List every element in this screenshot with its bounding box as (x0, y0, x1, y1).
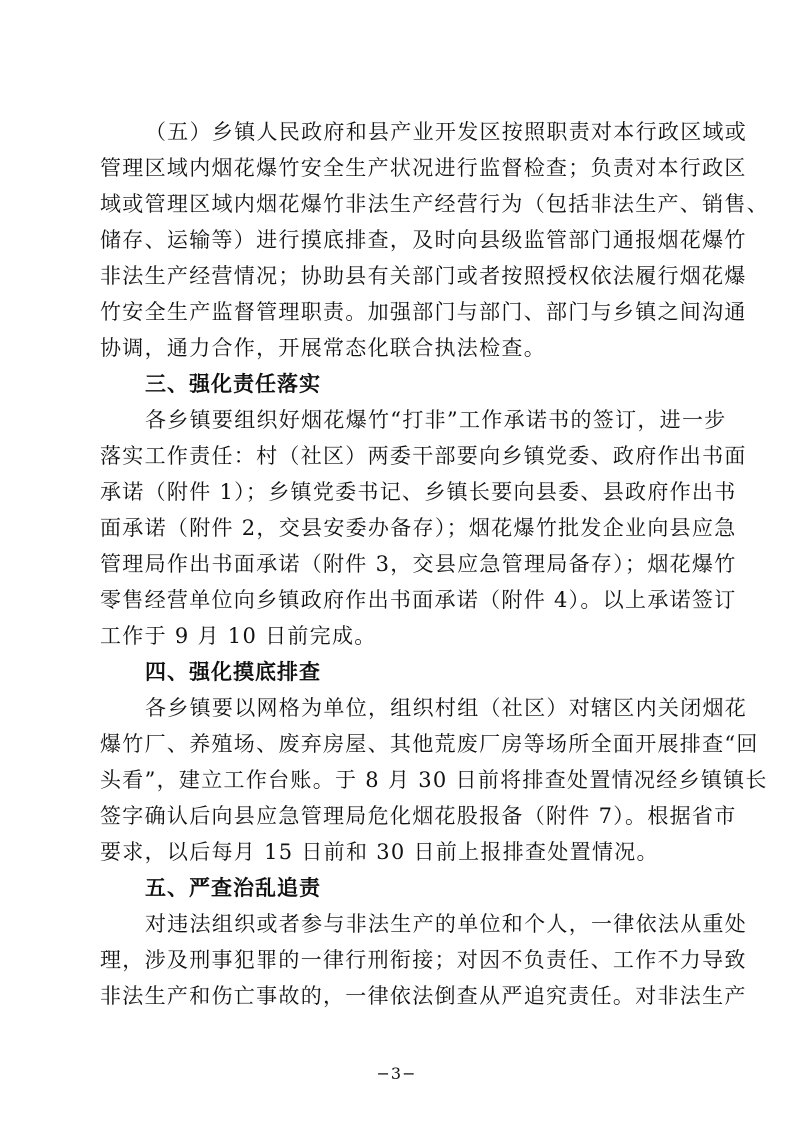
paragraph-line: 零售经营单位向乡镇政府作出书面承诺（附件 4）。以上承诺签订 (100, 588, 737, 612)
paragraph-line: 工作于 9 月 10 日前完成。 (100, 624, 377, 648)
paragraph-line: 储存、运输等）进行摸底排查，及时向县级监管部门通报烟花爆竹 (100, 228, 747, 252)
paragraph-line: 落实工作责任：村（社区）两委干部要向乡镇党委、政府作出书面 (100, 444, 747, 468)
section-heading-four: 四、强化摸底排查 (145, 660, 321, 684)
section-heading-three: 三、强化责任落实 (145, 372, 321, 396)
paragraph-line: 爆竹厂、养殖场、废弃房屋、其他荒废厂房等场所全面开展排查“回 (100, 732, 759, 756)
paragraph-line: 管理局作出书面承诺（附件 3，交县应急管理局备存）；烟花爆竹 (100, 552, 737, 576)
section-heading-five: 五、严查治乱追责 (145, 876, 321, 900)
paragraph-line: 对违法组织或者参与非法生产的单位和个人，一律依法从重处 (145, 912, 748, 936)
paragraph-line: 头看”，建立工作台账。于 8 月 30 日前将排查处置情况经乡镇镇长 (100, 768, 768, 792)
paragraph-line: 签字确认后向县应急管理局危化烟花股报备（附件 7）。根据省市 (100, 804, 737, 828)
paragraph-line: 域或管理区域内烟花爆竹非法生产经营行为（包括非法生产、销售、 (100, 192, 769, 216)
page-number: −3− (376, 1064, 417, 1083)
paragraph-line: 竹安全生产监督管理职责。加强部门与部门、部门与乡镇之间沟通 (100, 300, 747, 324)
paragraph-line: 面承诺（附件 2，交县安委办备存）；烟花爆竹批发企业向县应急 (100, 516, 737, 540)
paragraph-line: 承诺（附件 1）；乡镇党委书记、乡镇长要向县委、县政府作出书 (100, 480, 737, 504)
paragraph-line: 非法生产和伤亡事故的，一律依法倒查从严追究责任。对非法生产 (100, 984, 747, 1008)
paragraph-line: 要求，以后每月 15 日前和 30 日前上报排查处置情况。 (100, 840, 659, 864)
paragraph-line: 协调，通力合作，开展常态化联合执法检查。 (100, 336, 546, 360)
paragraph-line: （五）乡镇人民政府和县产业开发区按照职责对本行政区域或 (145, 120, 748, 144)
paragraph-line: 非法生产经营情况；协助县有关部门或者按照授权依法履行烟花爆 (100, 264, 747, 288)
paragraph-line: 管理区域内烟花爆竹安全生产状况进行监督检查；负责对本行政区 (100, 156, 747, 180)
paragraph-line: 各乡镇要组织好烟花爆竹“打非”工作承诺书的签订，进一步 (145, 408, 727, 432)
paragraph-line: 各乡镇要以网格为单位，组织村组（社区）对辖区内关闭烟花 (145, 696, 748, 720)
paragraph-line: 理，涉及刑事犯罪的一律行刑衔接；对因不负责任、工作不力导致 (100, 948, 747, 972)
